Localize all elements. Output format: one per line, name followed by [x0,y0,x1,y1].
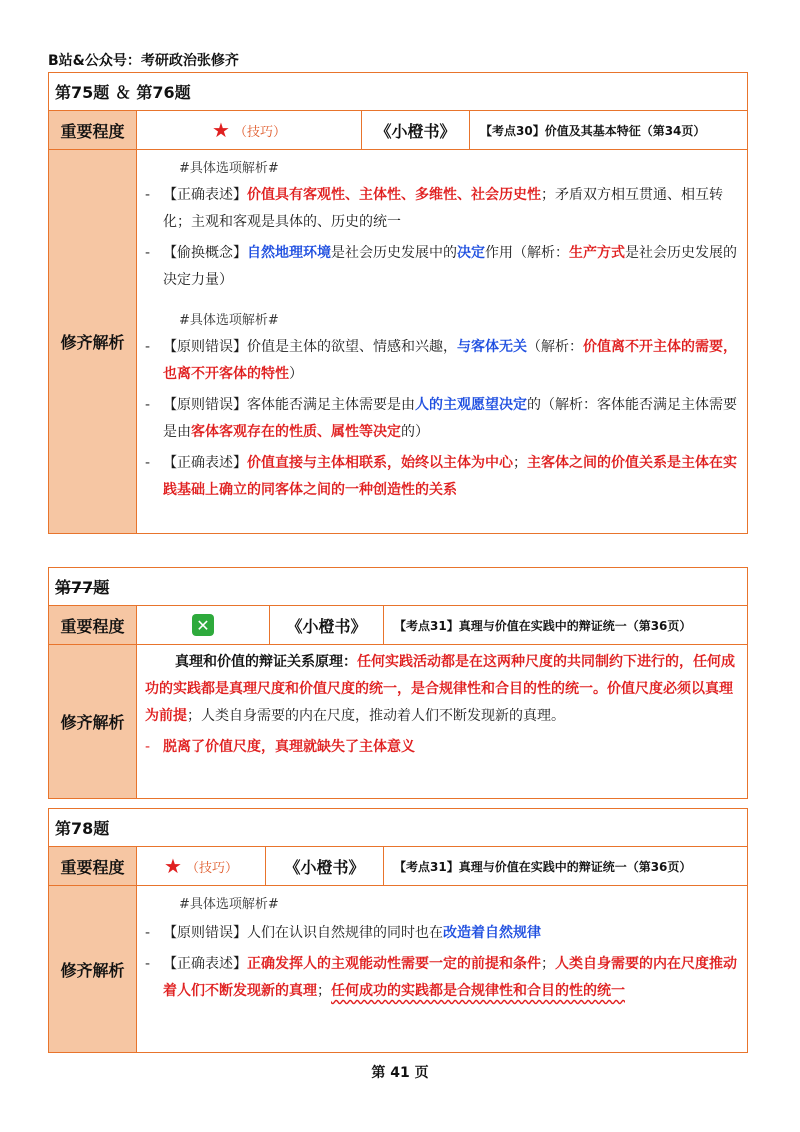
dash-icon: - [145,339,151,355]
question-title: 第78题 [49,809,747,847]
option-item: - 【正确表述】价值具有客观性、主体性、多维性、社会历史性；矛盾双方相互贯通、相互转化；主观和客观是具体的、历史的统一 [145,182,741,236]
analysis-label: 修齐解析 [49,150,137,533]
importance-row [49,606,747,645]
option-item: - 【正确表述】价值直接与主体相联系，始终以主体为中心；主客体之间的价值关系是主体在实践基础上确立的同客体之间的一种创造性的关系 [145,450,741,504]
dash-icon: - [145,956,151,972]
skill-tag: （技巧） [185,860,238,876]
importance-row [49,847,747,886]
analysis-content [137,150,747,533]
question-block-75-76 [48,72,748,534]
page-number: 第 41 页 [371,1065,429,1081]
analysis-label: 修齐解析 [49,886,137,1052]
kaodian-ref: 【考点31】真理与价值在实践中的辩证统一（第36页） [394,859,692,874]
skill-tag: （技巧） [233,124,286,140]
star-icon: ★ [164,854,182,878]
analysis-content [137,886,747,1052]
question-block-77 [48,567,748,799]
book-name: 《小橙书》 [270,606,384,644]
dash-icon: - [145,245,151,261]
option-item: - 【原则错误】客体能否满足主体需要是由人的主观愿望决定的（解析：客体能否满足主体需要是由客体客观存在的性质、属性等决定的） [145,392,741,446]
dash-icon: - [145,397,151,413]
sub-heading: #具体选项解析# [179,161,279,176]
importance-label: 重要程度 [49,111,137,149]
principle-paragraph: 真理和价值的辩证关系原理：任何实践活动都是在这两种尺度的共同制约下进行的，任何成功的实践都是真理尺度和价值尺度的统一，是合规律性和合目的性的统一。价值尺度必须以真理为前提；人类自身需要的内在尺度，推动着人们不断发现新的真理。 [145,654,735,724]
source-header: B站&公众号：考研政治张修齐 [48,53,239,69]
analysis-row [49,150,747,533]
importance-label: 重要程度 [49,847,137,885]
option-item: - 【正确表述】正确发挥人的主观能动性需要一定的前提和条件；人类自身需要的内在尺度推动着人们不断发现新的真理；任何成功的实践都是合规律性和合目的性的统一 [145,951,741,1005]
kaodian-ref: 【考点31】真理与价值在实践中的辩证统一（第36页） [394,618,692,633]
dash-icon: - [145,925,151,941]
sub-heading: #具体选项解析# [179,897,279,912]
analysis-label: 修齐解析 [49,645,137,798]
importance-row [49,111,747,150]
analysis-content [137,645,747,798]
analysis-row [49,886,747,1052]
kaodian-ref: 【考点30】价值及其基本特征（第34页） [480,123,706,138]
question-title: 第75题 ＆ 第76题 [49,73,747,111]
question-title: 第77题 [49,568,747,606]
cross-mark-icon: ✕ [192,614,214,636]
sub-heading: #具体选项解析# [179,313,279,328]
importance-rating [137,847,266,885]
book-name: 《小橙书》 [362,111,470,149]
option-item: - 【偷换概念】自然地理环境是社会历史发展中的决定作用（解析：生产方式是社会历史发展的决定力量） [145,240,741,294]
importance-rating [137,111,362,149]
star-icon: ★ [212,118,230,142]
dash-icon: - [145,739,151,755]
question-block-78 [48,808,748,1053]
importance-label: 重要程度 [49,606,137,644]
analysis-row [49,645,747,798]
importance-rating [137,606,270,644]
dash-icon: - [145,455,151,471]
dash-icon: - [145,187,151,203]
book-name: 《小橙书》 [266,847,384,885]
option-item: - 脱离了价值尺度，真理就缺失了主体意义 [145,734,741,761]
option-item: - 【原则错误】人们在认识自然规律的同时也在改造着自然规律 [145,920,741,947]
option-item: - 【原则错误】价值是主体的欲望、情感和兴趣，与客体无关（解析：价值离不开主体的需要，也离不开客体的特性） [145,334,741,388]
